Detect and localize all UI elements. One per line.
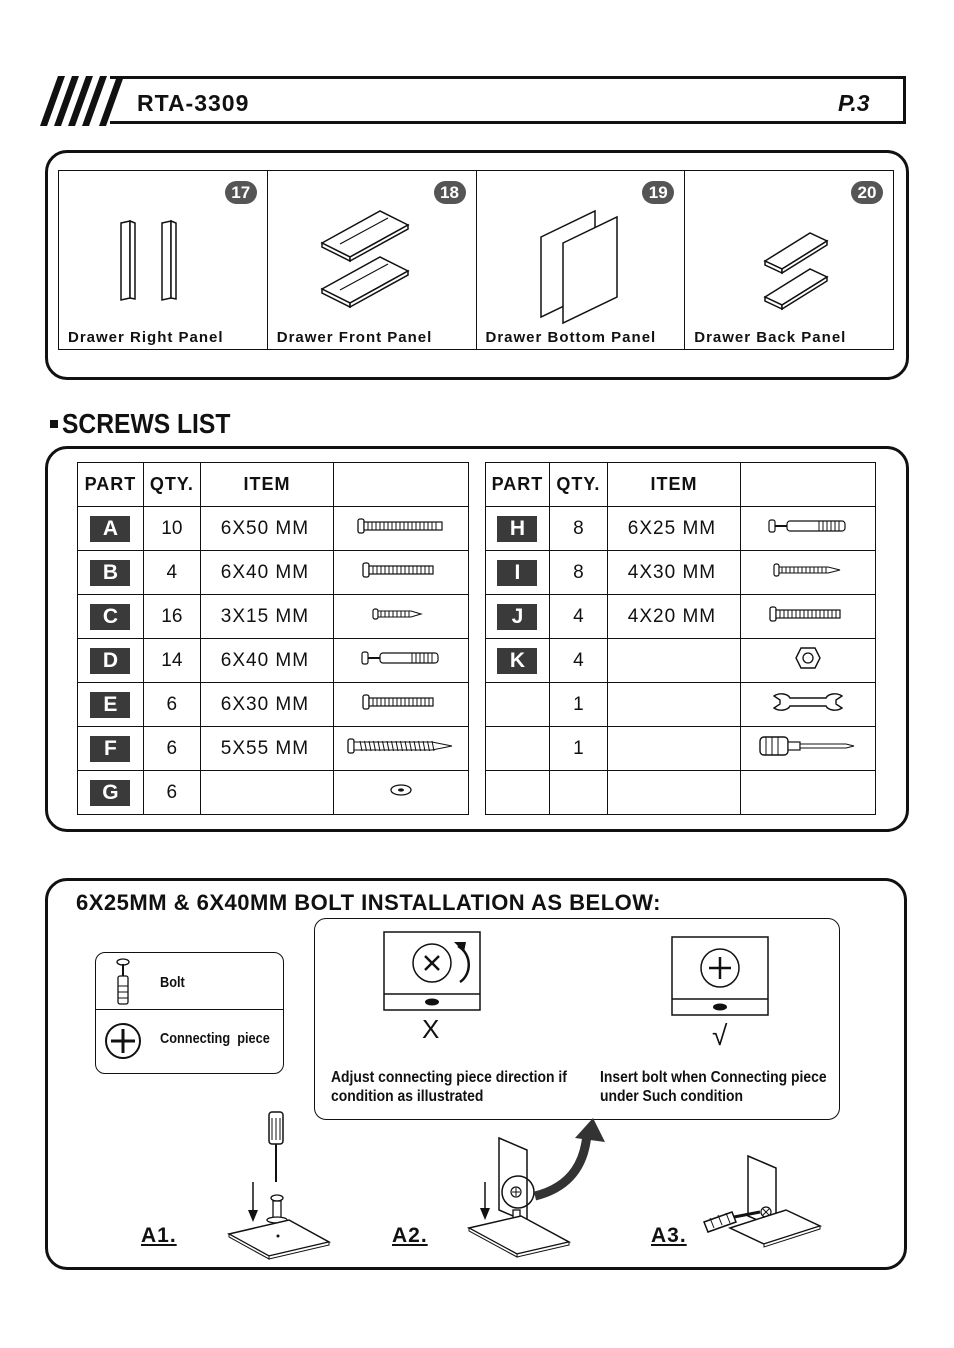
part-letter-badge: C bbox=[90, 604, 130, 630]
table-row bbox=[486, 727, 876, 771]
legend-divider bbox=[95, 1009, 284, 1010]
bolt-icon bbox=[767, 516, 849, 542]
icon-cell bbox=[334, 727, 469, 771]
icon-cell bbox=[334, 771, 469, 815]
wood-screw-icon bbox=[346, 736, 456, 762]
table-row bbox=[78, 639, 469, 683]
qty-cell: 1 bbox=[549, 727, 607, 771]
qty-cell: 10 bbox=[143, 507, 200, 551]
part-letter-badge: H bbox=[497, 516, 537, 542]
qty-cell: 4 bbox=[549, 595, 607, 639]
item-cell: 6X40 MM bbox=[200, 639, 333, 683]
bolt-icon bbox=[360, 648, 442, 674]
part-cell bbox=[78, 595, 144, 639]
part-cell bbox=[78, 771, 144, 815]
part-number-badge: 19 bbox=[642, 181, 674, 204]
item-cell: 6X25 MM bbox=[607, 507, 740, 551]
screws-list-heading: SCREWS LIST bbox=[62, 408, 231, 439]
table-row bbox=[78, 771, 469, 815]
item-cell: 3X15 MM bbox=[200, 595, 333, 639]
step-a3-label: A3. bbox=[651, 1224, 687, 1247]
part-cell bbox=[78, 507, 144, 551]
bolt-installation-heading: 6X25MM & 6X40MM BOLT INSTALLATION AS BELOW: bbox=[76, 890, 661, 915]
correct-mark: √ bbox=[712, 1020, 728, 1051]
panel-label: Drawer Right Panel bbox=[68, 329, 224, 346]
part-cell bbox=[486, 683, 550, 727]
table-row bbox=[486, 507, 876, 551]
part-cell bbox=[486, 595, 550, 639]
screws-table-left bbox=[77, 462, 469, 815]
part-letter-badge: G bbox=[90, 780, 130, 806]
table-header-row bbox=[78, 463, 469, 507]
screw-icon bbox=[361, 560, 441, 586]
table-row bbox=[486, 683, 876, 727]
table-row bbox=[78, 595, 469, 639]
item-cell bbox=[200, 771, 333, 815]
icon-header bbox=[334, 463, 469, 507]
part-letter-badge: D bbox=[90, 648, 130, 674]
icon-cell bbox=[741, 727, 876, 771]
panel-cell bbox=[268, 171, 477, 349]
icon-cell bbox=[334, 507, 469, 551]
part-cell bbox=[486, 551, 550, 595]
part-cell bbox=[486, 727, 550, 771]
qty-header: QTY. bbox=[143, 463, 200, 507]
part-letter-badge: I bbox=[497, 560, 537, 586]
page-number: P.3 bbox=[838, 90, 870, 116]
model-number: RTA-3309 bbox=[137, 90, 250, 116]
qty-cell bbox=[549, 771, 607, 815]
table-row bbox=[486, 639, 876, 683]
icon-cell bbox=[334, 683, 469, 727]
part-letter-badge: K bbox=[497, 648, 537, 674]
part-number-badge: 20 bbox=[851, 181, 883, 204]
bullet-icon bbox=[50, 420, 58, 428]
step-a2-illustration bbox=[465, 1118, 615, 1263]
item-header: ITEM bbox=[607, 463, 740, 507]
qty-header: QTY. bbox=[549, 463, 607, 507]
correct-direction-illustration bbox=[668, 935, 773, 1020]
item-cell: 6X30 MM bbox=[200, 683, 333, 727]
icon-cell bbox=[741, 507, 876, 551]
item-cell bbox=[607, 683, 740, 727]
part-cell bbox=[78, 551, 144, 595]
washer-icon bbox=[388, 781, 414, 803]
item-cell: 6X40 MM bbox=[200, 551, 333, 595]
part-letter-badge: B bbox=[90, 560, 130, 586]
table-row bbox=[78, 727, 469, 771]
part-header: PART bbox=[486, 463, 550, 507]
qty-cell: 4 bbox=[143, 551, 200, 595]
qty-cell: 4 bbox=[549, 639, 607, 683]
correct-instruction-line-2: under Such condition bbox=[600, 1088, 744, 1105]
panel-label: Drawer Front Panel bbox=[276, 329, 433, 346]
table-row bbox=[486, 771, 876, 815]
item-cell bbox=[607, 727, 740, 771]
legend-bolt-label: Bolt bbox=[160, 974, 185, 991]
part-letter-badge: J bbox=[497, 604, 537, 630]
part-header: PART bbox=[78, 463, 144, 507]
correct-instruction-line-1: Insert bolt when Connecting piece bbox=[600, 1069, 827, 1086]
qty-cell: 1 bbox=[549, 683, 607, 727]
pointed-screw-icon bbox=[772, 560, 844, 586]
connecting-piece-icon bbox=[103, 1021, 143, 1061]
panel-cell bbox=[685, 171, 893, 349]
wrench-icon bbox=[770, 690, 846, 720]
panels-table bbox=[58, 170, 894, 350]
table-header-row bbox=[486, 463, 876, 507]
wrong-instruction-line-2: condition as illustrated bbox=[331, 1088, 484, 1105]
qty-cell: 8 bbox=[549, 551, 607, 595]
qty-cell: 6 bbox=[143, 727, 200, 771]
qty-cell: 8 bbox=[549, 507, 607, 551]
step-a2-label: A2. bbox=[392, 1224, 428, 1247]
icon-cell bbox=[741, 639, 876, 683]
icon-header bbox=[741, 463, 876, 507]
qty-cell: 6 bbox=[143, 683, 200, 727]
table-row bbox=[486, 551, 876, 595]
table-row bbox=[486, 595, 876, 639]
part-cell bbox=[78, 727, 144, 771]
icon-cell bbox=[334, 595, 469, 639]
item-cell: 5X55 MM bbox=[200, 727, 333, 771]
qty-cell: 14 bbox=[143, 639, 200, 683]
hex-nut-icon bbox=[794, 645, 822, 677]
part-cell bbox=[486, 507, 550, 551]
item-cell: 6X50 MM bbox=[200, 507, 333, 551]
qty-cell: 6 bbox=[143, 771, 200, 815]
icon-cell bbox=[334, 639, 469, 683]
icon-cell bbox=[334, 551, 469, 595]
part-cell bbox=[486, 771, 550, 815]
legend-connecting-label: Connecting piece bbox=[160, 1030, 270, 1047]
panel-label: Drawer Bottom Panel bbox=[485, 329, 657, 346]
icon-cell bbox=[741, 683, 876, 727]
small-screw-icon bbox=[371, 604, 431, 630]
qty-cell: 16 bbox=[143, 595, 200, 639]
item-header: ITEM bbox=[200, 463, 333, 507]
table-row bbox=[78, 683, 469, 727]
wrong-instruction-line-1: Adjust connecting piece direction if bbox=[331, 1069, 567, 1086]
icon-cell bbox=[741, 771, 876, 815]
screws-table-right bbox=[485, 462, 876, 815]
table-row bbox=[78, 507, 469, 551]
table-row bbox=[78, 551, 469, 595]
item-cell bbox=[607, 639, 740, 683]
step-a1-illustration bbox=[225, 1108, 335, 1263]
wrong-direction-illustration bbox=[380, 930, 490, 1015]
part-letter-badge: F bbox=[90, 736, 130, 762]
screw-icon bbox=[361, 692, 441, 718]
part-cell bbox=[486, 639, 550, 683]
panel-cell bbox=[477, 171, 686, 349]
part-number-badge: 18 bbox=[434, 181, 466, 204]
item-cell: 4X30 MM bbox=[607, 551, 740, 595]
step-a1-label: A1. bbox=[141, 1224, 177, 1247]
part-letter-badge: E bbox=[90, 692, 130, 718]
part-cell bbox=[78, 683, 144, 727]
item-cell bbox=[607, 771, 740, 815]
bolt-icon bbox=[110, 956, 136, 1008]
step-a3-illustration bbox=[700, 1150, 830, 1255]
part-cell bbox=[78, 639, 144, 683]
icon-cell bbox=[741, 595, 876, 639]
part-letter-badge: A bbox=[90, 516, 130, 542]
wrong-mark: X bbox=[422, 1014, 440, 1044]
long-screw-icon bbox=[356, 516, 446, 542]
panel-cell bbox=[59, 171, 268, 349]
part-number-badge: 17 bbox=[225, 181, 257, 204]
item-cell: 4X20 MM bbox=[607, 595, 740, 639]
screw-icon bbox=[768, 604, 848, 630]
panel-label: Drawer Back Panel bbox=[694, 329, 847, 346]
icon-cell bbox=[741, 551, 876, 595]
screwdriver-icon bbox=[758, 733, 858, 765]
